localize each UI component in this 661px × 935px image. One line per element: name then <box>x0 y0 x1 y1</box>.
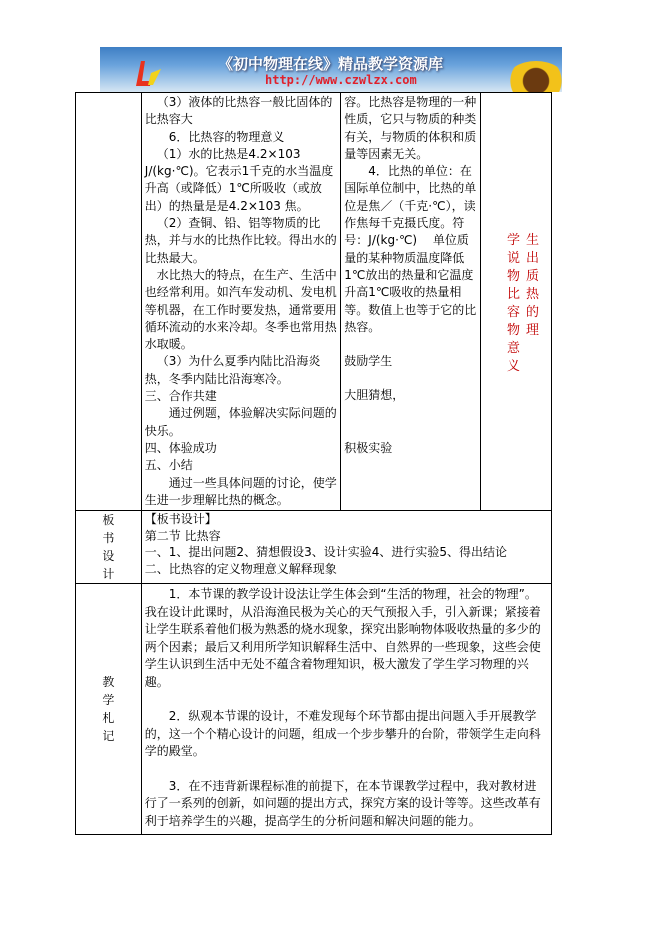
board-design-content <box>141 511 551 584</box>
char: 生 <box>526 233 540 248</box>
section-heading: 6．比热容的物理意义 <box>168 129 285 144</box>
banner-url: http://www.czwlzx.com <box>265 73 417 87</box>
text-line: （3）液体的比热容一般比固体的比热容大 <box>144 95 333 127</box>
label-char: 学 <box>102 693 115 708</box>
banner-title: 《初中物理在线》精品教学资源库 <box>218 55 444 73</box>
text-line: 水比热大的特点，在生产、生活中也经常利用。如汽车发动机、发电机等机器，在工作时要发热，通常要用循环流动的水来冷却。冬季也常用热水取暖。 <box>144 267 337 352</box>
board-line: 一、1、提出问题2、猜想假设3、设计实验4、进行实验5、得出结论 <box>144 545 507 560</box>
text-line: 大胆猜想， <box>344 388 405 403</box>
student-activity-cell <box>341 93 481 511</box>
teaching-content-cell <box>141 93 341 511</box>
section-heading: 四、体验成功 <box>144 440 217 455</box>
label-char: 记 <box>102 729 115 744</box>
label-char: 书 <box>102 531 115 546</box>
text-line: 4．比热的单位：在国际单位制中，比热的单位是焦／（千克·℃），读作焦每千克摄氏度。符号：J/(kg·℃) 单位质量的某种物质温度降低1℃放出的热量和它温度升高1℃吸收的热量相等。数值上也等于它的比热容。 <box>344 164 477 334</box>
header-banner <box>100 47 562 92</box>
notes-paragraph: 2．纵观本节课的设计，不难发现每个环节都由提出问题入手开展教学的，这一个个精心设计的问题，组成一个步步攀升的台阶，带领学生走向科学的殿堂。 <box>144 709 541 759</box>
design-intent-text <box>481 93 551 376</box>
text-line: 通过一些具体问题的讨论，使学生进一步理解比热的概念。 <box>144 475 337 507</box>
section-heading: 五、小结 <box>144 458 193 473</box>
char: 质 <box>526 269 540 284</box>
text-line: （1）水的比热是4.2×103 J/(kg·℃)。它表示1千克的水当温度升高（或降低）1℃所吸收（或放出）的热量是是4.2×103 焦。 <box>144 146 334 213</box>
text-line: 鼓励学生 <box>344 354 393 369</box>
board-line: 第二节 比热容 <box>144 528 221 543</box>
teaching-process-row <box>76 93 552 511</box>
section-heading: 三、合作共建 <box>144 389 217 404</box>
char: 出 <box>526 251 540 266</box>
char: 理 <box>526 323 540 338</box>
lesson-plan-table <box>75 92 552 835</box>
char: 容 <box>507 305 521 320</box>
teaching-notes-content <box>141 584 551 835</box>
teaching-notes-row <box>76 584 552 835</box>
text-line: （2）查铜、铅、铝等物质的比热，并与水的比热作比较。得出水的比热最大。 <box>144 216 337 265</box>
text-line: 容。比热容是物理的一种性质，它只与物质的种类有关，与物质的体积和质量等因素无关。 <box>344 95 477 161</box>
sunflower-image <box>506 61 562 92</box>
char: 意义 <box>507 341 521 374</box>
char: 学 <box>507 233 521 248</box>
board-line: 二、比热容的定义物理意义解释现象 <box>144 561 337 576</box>
char: 物 <box>507 269 521 284</box>
text-line: 通过例题，体验解决实际问题的快乐。 <box>144 406 337 438</box>
char: 的 <box>526 305 540 320</box>
notes-paragraph: 1．本节课的教学设计设法让学生体会到“生活的物理，社会的物理”。我在设计此课时，从沿海渔民极为关心的天气预报入手，引入新课；紧接着让学生联系着他们极为熟悉的烧水现象，探究出影响物体吸收热量的多少的两个因素；最后又利用所学知识解释生活中、自然界的一些现象，这些会使学生认识到生活中无处不蕴含着物理知识，极大激发了学生学习物理的兴趣。 <box>144 587 541 689</box>
board-heading: 【板书设计】 <box>144 512 217 527</box>
text-line: （3）为什么夏季内陆比沿海炎热，冬季内陆比沿海寒冷。 <box>144 354 321 386</box>
char: 物 <box>507 323 521 338</box>
label-char: 板 <box>102 513 115 528</box>
char: 说 <box>507 251 521 266</box>
board-design-row <box>76 511 552 584</box>
site-logo-icon <box>133 59 163 87</box>
char: 比 <box>507 287 521 302</box>
board-design-label <box>76 511 142 584</box>
char: 热 <box>526 287 540 302</box>
text-line: 积极实验 <box>344 440 393 455</box>
label-char: 计 <box>102 567 115 582</box>
design-intent-cell <box>481 93 552 511</box>
notes-paragraph: 3．在不违背新课程标准的前提下，在本节课教学过程中，我对教材进行了一系列的创新，如问题的提出方式，探究方案的设计等等。这些改革有利于培养学生的兴趣，提高学生的分析问题和解决问题的能力。 <box>144 778 541 828</box>
label-char: 札 <box>102 711 115 726</box>
teaching-notes-label <box>76 584 142 835</box>
empty-label-cell <box>76 93 142 511</box>
label-char: 设 <box>102 549 115 564</box>
label-char: 教 <box>102 675 115 690</box>
